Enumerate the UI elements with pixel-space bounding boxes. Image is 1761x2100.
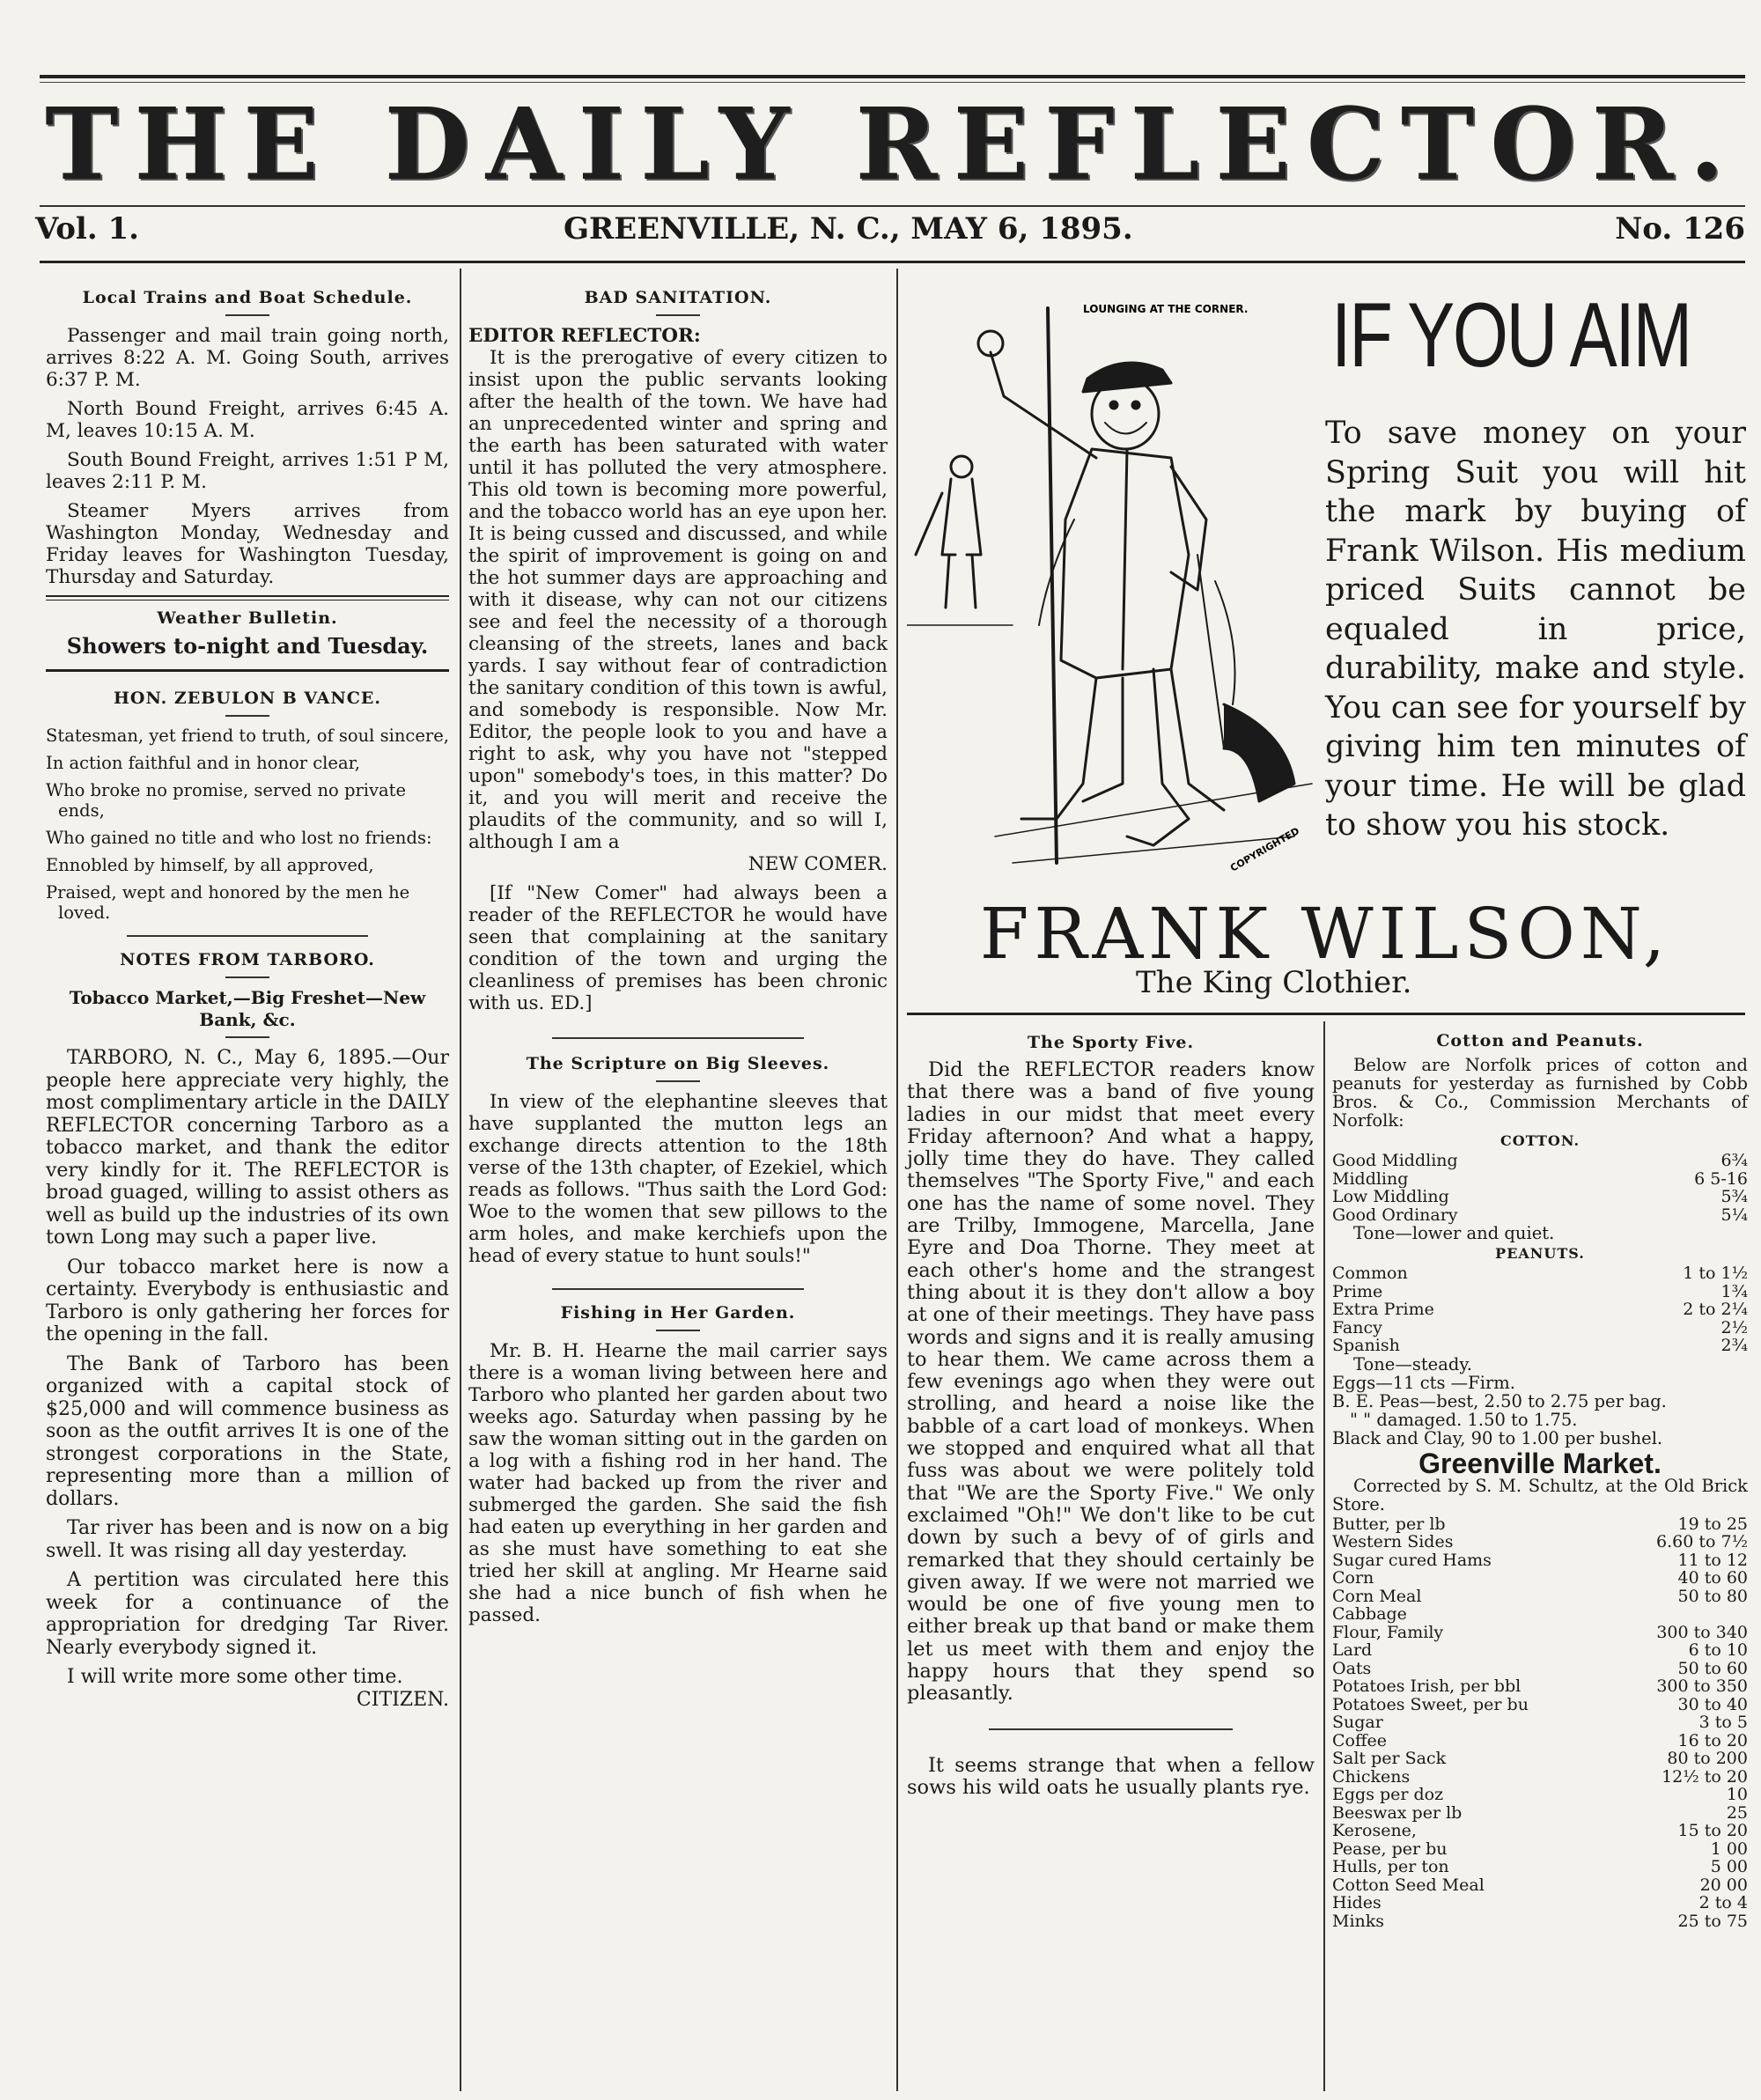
- price-value: 5¼: [1720, 1205, 1748, 1225]
- price-value: 20 00: [1699, 1875, 1748, 1895]
- price-row: [1332, 1858, 1748, 1876]
- price-item: Sugar: [1332, 1713, 1383, 1732]
- price-value: 11 to 12: [1677, 1550, 1748, 1570]
- verse-line: Praised, wept and honored by the men he loved.: [46, 882, 410, 923]
- price-value: 300 to 350: [1656, 1676, 1748, 1696]
- illustration-caption: LOUNGING AT THE CORNER.: [1083, 303, 1249, 315]
- column-rule-1: [460, 269, 461, 2091]
- price-value: 2¾: [1720, 1336, 1748, 1355]
- price-item: Hides: [1332, 1893, 1382, 1912]
- price-item: Good Middling: [1332, 1151, 1458, 1170]
- column-rule-2: [896, 269, 898, 2091]
- price-item: Flour, Family: [1332, 1622, 1444, 1642]
- price-item: Butter, per lb: [1332, 1514, 1446, 1534]
- price-item: Corn Meal: [1332, 1586, 1422, 1606]
- price-item: Eggs per doz: [1332, 1785, 1444, 1804]
- section-rule: [46, 595, 449, 601]
- column-4: [1332, 1028, 1748, 1930]
- price-row: [1332, 1206, 1748, 1225]
- price-item: Potatoes Sweet, per bu: [1332, 1694, 1529, 1714]
- section-rule: [552, 1037, 804, 1039]
- price-item: Hulls, per ton: [1332, 1857, 1449, 1876]
- tarboro-paragraph: TARBORO, N. C., May 6, 1895.—Our people here appreciate very highly, the most complimentary article in the DAILY REFLECTOR concerning Tarboro as a tobacco market, and thank the editor very kindly for it. The REFLECTOR is broad guaged, willing to assist others as well as build up the industries of its own town Long may such a paper live.: [46, 1047, 449, 1249]
- peanuts-table: [1332, 1264, 1748, 1355]
- price-item: Oats: [1332, 1658, 1372, 1678]
- ad-headline: IF YOU AIM: [1331, 284, 1691, 387]
- price-value: 80 to 200: [1667, 1749, 1748, 1768]
- trains-item: North Bound Freight, arrives 6:45 A. M, leaves 10:15 A. M.: [46, 398, 449, 442]
- price-item: Low Middling: [1332, 1187, 1449, 1206]
- price-item: Cabbage: [1332, 1604, 1407, 1624]
- ad-body: To save money on your Spring Suit you will hit the mark by buying of Frank Wilson. His medium priced Suits cannot be equaled in price, durability, make and style. You can see for yourself by giving him ten minutes of your time. He will be glad to show you his stock.: [1325, 416, 1746, 843]
- price-item: Western Sides: [1332, 1532, 1454, 1551]
- sporty-heading: The Sporty Five.: [1027, 1033, 1195, 1052]
- price-row: [1332, 1337, 1748, 1355]
- price-row: [1332, 1188, 1748, 1206]
- price-item: Middling: [1332, 1168, 1409, 1189]
- tarboro-paragraph: A pertition was circulated here this week for a continuance of the appropriation for dredging Tar River. Nearly everybody signed it.: [46, 1569, 449, 1659]
- price-value: 10: [1726, 1785, 1748, 1804]
- price-row: [1332, 1641, 1748, 1660]
- sporty-text: Did the REFLECTOR readers know that there was a band of five young ladies in our midst that meet every Friday afternoon? And what a happy, jolly time they do have. They called themselves "The Sporty Five," and each one has the name of some novel. They are Trilby, Immogene, Marcella, Jane Eyre and Doa Thorne. They meet at each other's home and the strangest thing about it is they don't allow a boy at one of their meetings. They have pass words and signs and it is really amusing to hear them. We came across them a few evenings ago when they were out strolling, and heard a noise like the babble of a cart load of monkeys. When we stopped and enquired what all that fuss was about we were politely told that "We are the Sporty Five." We only exclaimed "Oh!" We don't like to be cut down by such a bevy of of girls and remarked that they should certainly be given away. If we were not married we would be one of five young men to either break up that band or make them let us meet with them and enjoy the happy hours that they spend so pleasantly.: [907, 1058, 1315, 1706]
- price-row: [1332, 1876, 1748, 1895]
- price-row: [1332, 1768, 1748, 1787]
- price-item: Cotton Seed Meal: [1332, 1875, 1485, 1895]
- fishing-heading: Fishing in Her Garden.: [560, 1303, 796, 1323]
- tarboro-paragraph: Tar river has been and is now on a big swell. It was rising all day yesterday.: [46, 1517, 449, 1562]
- market-intro: Corrected by S. M. Schultz, at the Old Brick Store.: [1332, 1475, 1748, 1514]
- peas-price: B. E. Peas—best, 2.50 to 2.75 per bag.: [1332, 1390, 1667, 1411]
- price-value: 6¾: [1720, 1151, 1748, 1170]
- section-rule: [989, 1728, 1234, 1730]
- price-row: [1332, 1912, 1748, 1931]
- price-row: [1332, 1588, 1748, 1606]
- price-row: [1332, 1786, 1748, 1804]
- price-row: [1332, 1605, 1748, 1624]
- verse-line: Who broke no promise, served no private ends,: [46, 780, 407, 821]
- price-row: [1332, 1264, 1748, 1283]
- verse-line: Statesman, yet friend to truth, of soul sincere,: [46, 726, 449, 746]
- cotton-tone: Tone—lower and quiet.: [1353, 1223, 1555, 1243]
- verse-line: In action faithful and in honor clear,: [46, 753, 360, 773]
- clothier-illustration: [907, 291, 1316, 889]
- dash: [225, 314, 269, 316]
- sleeves-text: In view of the elephantine sleeves that have supplanted the mutton legs an exchange directs attention to the 18th verse of the 13th chapter, of Ezekiel, which reads as follows. "Thus saith the Lord God: Woe to the women that sew pillows to the arm holes, and make kerchiefs upon the head of every statue to hunt souls!": [468, 1091, 888, 1267]
- market-table: [1332, 1515, 1748, 1931]
- issue-number: No. 126: [1615, 211, 1745, 247]
- price-row: [1332, 1170, 1748, 1189]
- price-item: Extra Prime: [1332, 1300, 1434, 1319]
- top-rule-thin: [40, 82, 1745, 83]
- price-row: [1332, 1732, 1748, 1750]
- sleeves-heading: The Scripture on Big Sleeves.: [526, 1054, 830, 1073]
- tarboro-paragraph: The Bank of Tarboro has been organized with a capital stock of $25,000 and will commence business as soon as the outfit arrives It is one of the strongest corporations in the State, representing more than a million of dollars.: [46, 1352, 449, 1510]
- verse-line: Ennobled by himself, by all approved,: [46, 855, 374, 875]
- trains-item: Steamer Myers arrives from Washington Monday, Wednesday and Friday leaves for Washington Tuesday, Thursday and Saturday.: [46, 500, 449, 588]
- price-value: 6.60 to 7½: [1656, 1532, 1748, 1551]
- price-row: [1332, 1551, 1748, 1570]
- place-date: GREENVILLE, N. C., MAY 6, 1895.: [564, 211, 1133, 247]
- price-item: Coffee: [1332, 1730, 1387, 1750]
- price-item: Corn: [1332, 1568, 1374, 1588]
- top-rule: [40, 75, 1745, 78]
- price-value: 3 to 5: [1698, 1713, 1748, 1732]
- price-item: Fancy: [1332, 1317, 1382, 1337]
- price-row: [1332, 1152, 1748, 1170]
- price-item: Lard: [1332, 1640, 1373, 1660]
- price-row: [1332, 1515, 1748, 1534]
- trains-heading: Local Trains and Boat Schedule.: [82, 288, 413, 307]
- price-value: 1 to 1½: [1683, 1264, 1748, 1283]
- dateline-rule: [40, 261, 1745, 263]
- price-value: 1 00: [1710, 1838, 1748, 1859]
- weather-text: Showers to-night and Tuesday.: [66, 633, 429, 659]
- dateline: [35, 211, 1745, 255]
- trains-item: Passenger and mail train going north, arrives 8:22 A. M. Going South, arrives 6:37 P. M.: [46, 325, 449, 391]
- price-item: Potatoes Irish, per bbl: [1332, 1676, 1522, 1696]
- price-value: 15 to 20: [1677, 1821, 1748, 1840]
- salutation: EDITOR REFLECTOR:: [468, 325, 701, 347]
- price-row: [1332, 1713, 1748, 1732]
- price-value: 1¾: [1720, 1281, 1748, 1301]
- price-item: Common: [1332, 1264, 1408, 1283]
- illustration-credit: COPYRIGHTED: [1228, 825, 1302, 874]
- weather-heading: Weather Bulletin.: [157, 608, 338, 628]
- peas-price: " " damaged. 1.50 to 1.75.: [1350, 1409, 1578, 1430]
- trains-item: South Bound Freight, arrives 1:51 P M, leaves 2:11 P. M.: [46, 449, 449, 493]
- price-value: 5 00: [1710, 1857, 1748, 1876]
- price-item: Pease, per bu: [1332, 1838, 1448, 1859]
- column-2: [468, 284, 888, 1633]
- price-value: 19 to 25: [1677, 1514, 1748, 1534]
- price-row: [1332, 1569, 1748, 1588]
- dash: [656, 314, 700, 316]
- price-value: 50 to 80: [1677, 1586, 1748, 1606]
- market-heading: Greenville Market.: [1418, 1447, 1662, 1479]
- price-row: [1332, 1301, 1748, 1319]
- price-item: Beeswax per lb: [1332, 1802, 1463, 1823]
- tarboro-subheading: Tobacco Market,—Big Freshet—New Bank, &c.: [69, 987, 426, 1030]
- dash: [225, 1036, 269, 1038]
- ad-rule: [907, 1013, 1745, 1015]
- price-row: [1332, 1750, 1748, 1768]
- price-item: Minks: [1332, 1911, 1385, 1931]
- price-item: Chickens: [1332, 1766, 1411, 1787]
- masthead-title: THE DAILY REFLECTOR.: [45, 87, 1740, 203]
- price-row: [1332, 1894, 1748, 1912]
- price-row: [1332, 1840, 1748, 1859]
- dash: [656, 1080, 700, 1082]
- dash: [225, 715, 269, 717]
- price-value: 2 to 2¼: [1683, 1300, 1748, 1319]
- price-value: 2½: [1720, 1317, 1748, 1337]
- price-row: [1332, 1319, 1748, 1337]
- vance-heading: HON. ZEBULON B VANCE.: [113, 689, 382, 708]
- price-item: Sugar cured Hams: [1332, 1550, 1492, 1570]
- price-item: Spanish: [1332, 1336, 1400, 1355]
- column-3: [907, 1028, 1315, 1806]
- cotton-heading: Cotton and Peanuts.: [1436, 1031, 1644, 1050]
- column-1: [46, 284, 449, 1718]
- price-row: [1332, 1533, 1748, 1551]
- sanitation-heading: BAD SANITATION.: [584, 288, 772, 307]
- price-value: 12½ to 20: [1662, 1766, 1748, 1787]
- price-row: [1332, 1804, 1748, 1823]
- masthead-rule: [40, 205, 1745, 207]
- price-value: [1616, 1605, 1748, 1624]
- tarboro-signature: CITIZEN.: [356, 1688, 449, 1711]
- price-row: [1332, 1283, 1748, 1301]
- price-row: [1332, 1624, 1748, 1642]
- sanitation-text: It is the prerogative of every citizen to insist upon the public servants looking after the health of the town. We have had an unprecedented winter and spring and the earth has been saturated with water until it has polluted the very atmosphere. This old town is becoming more powerful, and the tobacco world has an eye upon her. It is being cussed and discussed, and while the spirit of improvement is going on and the hot summer days are approaching and with it disease, why can not our citizens see and feel the necessity of a thorough cleansing of the streets, lanes and back yards. I say without fear of contradiction the sanitary condition of this town is awful, and somebody is responsible. Now Mr. Editor, the people look to you and have a right to ask, why you have not "stepped upon" somebody's toes, in this matter? Do it, and you will merit and receive the plaudits of the community, and so will I, although I am a: [468, 347, 888, 853]
- cotton-intro: Below are Norfolk prices of cotton and peanuts for yesterday as furnished by Cobb Bros. & Co., Commission Merchants of Norfolk:: [1332, 1055, 1748, 1131]
- tarboro-heading: NOTES FROM TARBORO.: [120, 950, 375, 969]
- section-rule: [46, 669, 449, 672]
- cotton-table: [1332, 1152, 1748, 1224]
- price-value: 2 to 4: [1698, 1893, 1748, 1912]
- price-value: 6 to 10: [1688, 1640, 1748, 1660]
- oats-text: It seems strange that when a fellow sows his wild oats he usually plants rye.: [907, 1753, 1315, 1799]
- fishing-text: Mr. B. H. Hearne the mail carrier says there is a woman living between here and Tarboro who planted her garden about two weeks ago. Saturday when passing by he saw the woman sitting out in the garden on a log with a fishing rod in her hand. The water had backed up from the river and submerged the garden. She said the fish had eaten up everything in her garden and as she must have something to eat she tried her skill at angling. Mr Hearne said she had a nice bunch of fish when he passed.: [468, 1340, 888, 1626]
- ad-name: FRANK WILSON,: [979, 893, 1671, 975]
- ad-tagline: The King Clothier.: [1136, 965, 1412, 1000]
- price-value: 50 to 60: [1677, 1658, 1748, 1678]
- peanuts-subheading: PEANUTS.: [1495, 1245, 1585, 1262]
- price-item: Salt per Sack: [1332, 1749, 1447, 1768]
- price-value: 25 to 75: [1677, 1911, 1748, 1931]
- tarboro-paragraph: Our tobacco market here is now a certainty. Everybody is enthusiastic and Tarboro is only gathering her forces for the opening in the fall.: [46, 1256, 449, 1345]
- price-value: 30 to 40: [1677, 1694, 1748, 1714]
- sanitation-signature: NEW COMER.: [748, 853, 888, 875]
- peas-price: Black and Clay, 90 to 1.00 per bushel.: [1332, 1427, 1663, 1448]
- volume-label: Vol. 1.: [35, 211, 140, 247]
- tarboro-paragraph: I will write more some other time.: [67, 1666, 403, 1688]
- price-value: 16 to 20: [1677, 1730, 1748, 1750]
- editor-note: [If "New Comer" had always been a reader of the REFLECTOR he would have seen that complaining at the sanitary condition of the town and urging the cleanliness of premises has been chronic with us. ED.]: [468, 882, 888, 1014]
- price-value: 300 to 340: [1656, 1622, 1748, 1642]
- price-value: 40 to 60: [1677, 1568, 1748, 1588]
- price-row: [1332, 1696, 1748, 1714]
- price-row: [1332, 1660, 1748, 1678]
- price-row: [1332, 1822, 1748, 1840]
- price-item: Prime: [1332, 1281, 1383, 1301]
- column-rule-3: [1323, 1021, 1325, 2091]
- price-value: 5¾: [1720, 1187, 1748, 1206]
- price-value: 6 5-16: [1694, 1168, 1748, 1189]
- dash: [656, 1330, 700, 1331]
- peanuts-tone: Tone—steady.: [1353, 1353, 1472, 1374]
- eggs-price: Eggs—11 cts —Firm.: [1332, 1372, 1515, 1393]
- price-value: 25: [1726, 1802, 1748, 1823]
- price-row: [1332, 1677, 1748, 1696]
- cotton-subheading: COTTON.: [1499, 1132, 1580, 1149]
- section-rule: [552, 1288, 804, 1290]
- price-item: Good Ordinary: [1332, 1205, 1458, 1225]
- dash: [225, 976, 269, 978]
- price-item: Kerosene,: [1332, 1821, 1417, 1840]
- section-rule: [127, 935, 369, 937]
- verse-line: Who gained no title and who lost no friends:: [46, 828, 432, 848]
